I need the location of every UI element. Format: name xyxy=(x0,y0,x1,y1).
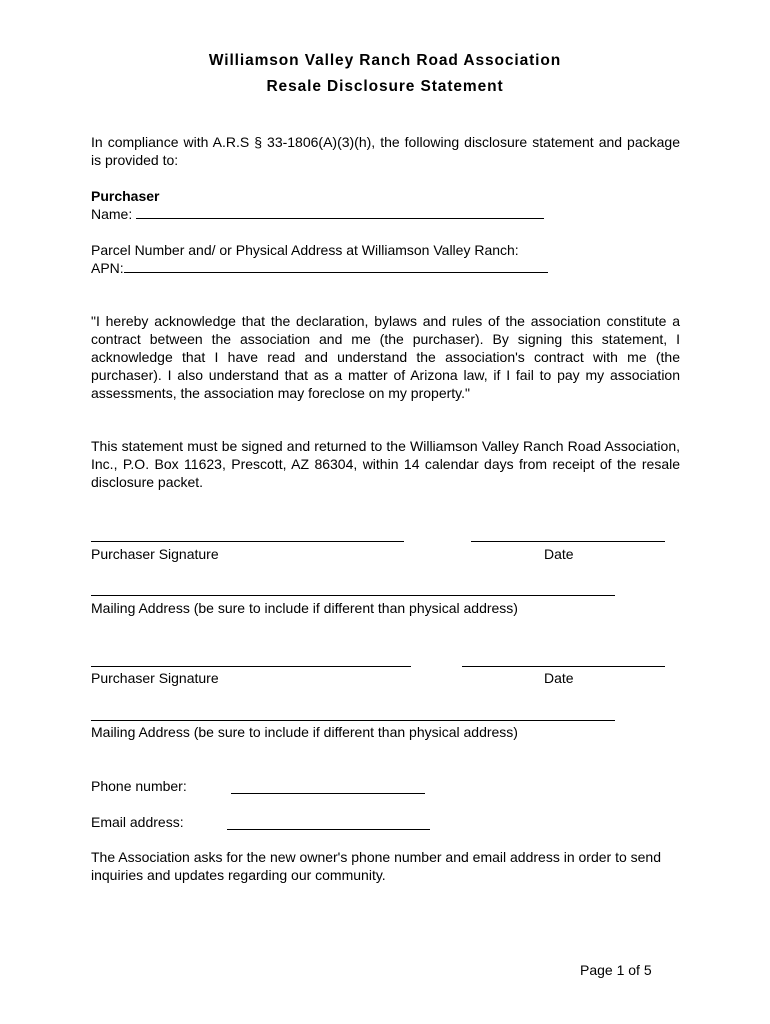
page-number: Page 1 of 5 xyxy=(580,962,652,978)
mailing-address-label-1: Mailing Address (be sure to include if different than physical address) xyxy=(91,600,518,616)
document-subtitle: Resale Disclosure Statement xyxy=(266,78,504,95)
purchaser-signature-line-2[interactable] xyxy=(91,665,411,667)
date-label-1: Date xyxy=(544,546,574,562)
date-line-2[interactable] xyxy=(462,665,665,667)
closing-paragraph: The Association asks for the new owner's phone number and email address in order to send inquiries and updates regarding our community. xyxy=(91,849,661,883)
purchaser-name-field[interactable] xyxy=(136,205,544,219)
apn-row xyxy=(91,259,680,277)
purchaser-name-label: Name: xyxy=(91,206,133,222)
parcel-label: Parcel Number and/ or Physical Address at Williamson Valley Ranch: xyxy=(91,242,519,258)
apn-field[interactable] xyxy=(124,259,548,273)
mailing-address-line-1[interactable] xyxy=(91,594,615,596)
mailing-address-label-2: Mailing Address (be sure to include if different than physical address) xyxy=(91,724,518,740)
intro-paragraph: In compliance with A.R.S § 33-1806(A)(3)(h), the following disclosure statement and package is provided to: xyxy=(91,134,680,168)
purchaser-section xyxy=(91,187,680,223)
document-title: Williamson Valley Ranch Road Association xyxy=(208,52,562,69)
phone-number-field[interactable] xyxy=(231,792,425,794)
return-notice-paragraph: This statement must be signed and returned to the Williamson Valley Ranch Road Association, Inc., P.O. Box 11623, Prescott, AZ 86304, within 14 calendar days from receipt of the resale disclosure packet. xyxy=(91,438,680,490)
email-address-field[interactable] xyxy=(227,828,430,830)
email-address-label: Email address: xyxy=(91,814,184,830)
purchaser-signature-label-1: Purchaser Signature xyxy=(91,546,219,562)
purchaser-signature-line-1[interactable] xyxy=(91,540,404,542)
apn-label: APN: xyxy=(91,260,124,276)
purchaser-name-row xyxy=(91,205,680,223)
parcel-section xyxy=(91,241,680,277)
acknowledgement-paragraph: "I hereby acknowledge that the declaration, bylaws and rules of the association constitute a contract between the association and me (the purchaser). By signing this statement, I acknowledge that I have read and understand the association's contract with me (the purchaser). I also understand that as a matter of Arizona law, if I fail to pay my association assessments, the association may foreclose on my property." xyxy=(91,313,680,401)
purchaser-heading: Purchaser xyxy=(91,188,160,204)
purchaser-signature-label-2: Purchaser Signature xyxy=(91,670,219,686)
mailing-address-line-2[interactable] xyxy=(91,719,615,721)
phone-number-label: Phone number: xyxy=(91,778,187,794)
date-label-2: Date xyxy=(544,670,574,686)
date-line-1[interactable] xyxy=(471,540,665,542)
